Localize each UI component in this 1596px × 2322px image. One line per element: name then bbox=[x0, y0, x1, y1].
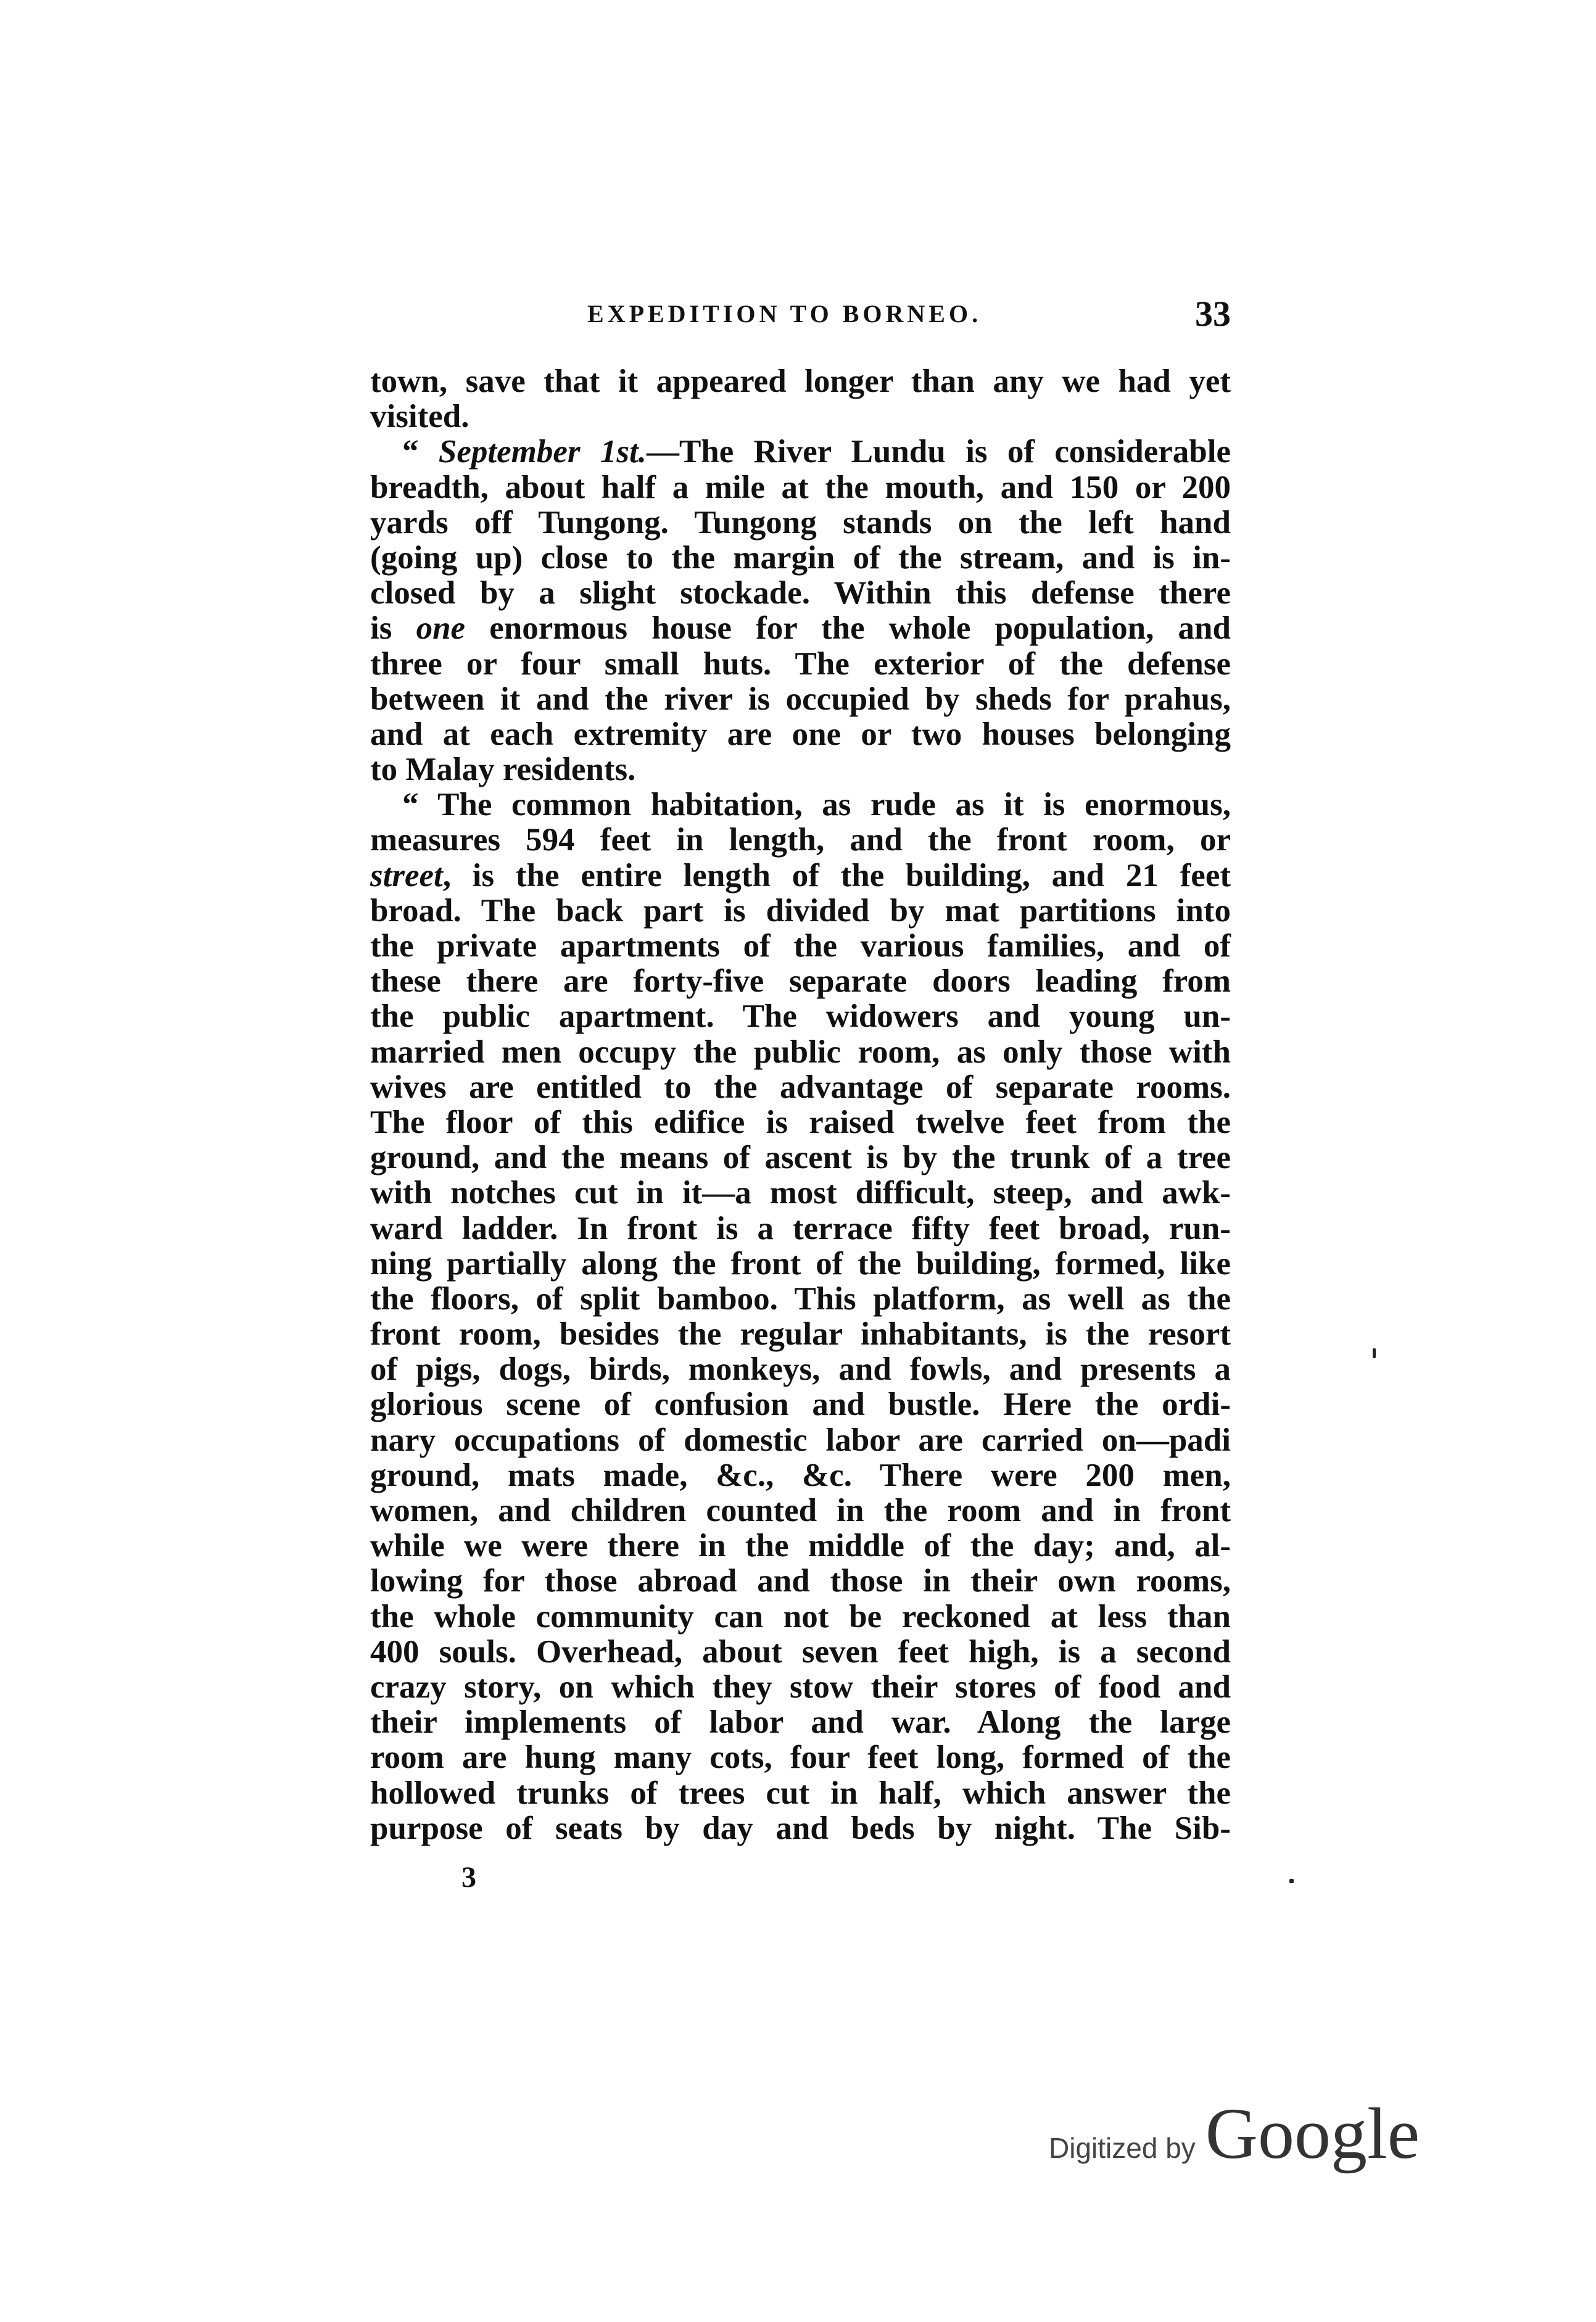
italic-word: street bbox=[370, 857, 443, 894]
text-line bbox=[370, 858, 1231, 894]
scan-speck bbox=[1373, 1348, 1376, 1358]
text-line: ward ladder. In front is a terrace fifty feet broad, run- bbox=[370, 1210, 1231, 1246]
text-line: (going up) close to the margin of the stream, and is in- bbox=[370, 539, 1231, 576]
text-line: hollowed trunks of trees cut in half, which answer the bbox=[370, 1775, 1231, 1811]
text-line bbox=[370, 611, 1231, 646]
text-line-content: street, is the entire length of the building, and 21 feet bbox=[370, 857, 1231, 894]
text-line: glorious scene of confusion and bustle. Here the ordi- bbox=[370, 1387, 1231, 1423]
running-title: EXPEDITION TO BORNEO. bbox=[587, 300, 982, 328]
text-line: the private apartments of the various families, and of bbox=[370, 928, 1231, 964]
text-line: to Malay residents. bbox=[370, 752, 636, 788]
text-line: breadth, about half a mile at the mouth, and 150 or 200 bbox=[370, 469, 1231, 505]
page-header bbox=[370, 294, 1231, 355]
text-line: women, and children counted in the room and in front bbox=[370, 1493, 1231, 1528]
text-line: “ The common habitation, as rude as it is enormous, bbox=[402, 787, 1231, 823]
text-line: front room, besides the regular inhabitants, is the resort bbox=[370, 1316, 1231, 1353]
text-line: married men occupy the public room, as only those with bbox=[370, 1034, 1231, 1070]
text-line: room are hung many cots, four feet long, formed of the bbox=[370, 1739, 1231, 1776]
text-line: measures 594 feet in length, and the front room, or bbox=[370, 822, 1231, 858]
text-line: closed by a slight stockade. Within this defense there bbox=[370, 575, 1231, 612]
text-line: the public apartment. The widowers and young un- bbox=[370, 998, 1231, 1035]
google-watermark bbox=[1049, 2092, 1420, 2176]
text-line: purpose of seats by day and beds by night. The Sib- bbox=[370, 1810, 1231, 1846]
text-line: ground, mats made, &c., &c. There were 200 men, bbox=[370, 1457, 1231, 1493]
text-line: ning partially along the front of the building, formed, like bbox=[370, 1245, 1231, 1282]
page-number: 33 bbox=[1195, 294, 1231, 334]
text-line: their implements of labor and war. Along the large bbox=[370, 1704, 1231, 1741]
google-logo: Google bbox=[1205, 2093, 1420, 2174]
watermark-prefix: Digitized by bbox=[1049, 2132, 1196, 2164]
text-line: of pigs, dogs, birds, monkeys, and fowls, and presents a bbox=[370, 1351, 1231, 1388]
text-line: broad. The back part is divided by mat partitions into bbox=[370, 892, 1231, 929]
text-line: visited. bbox=[370, 399, 469, 435]
text-line: the whole community can not be reckoned at less than bbox=[370, 1598, 1231, 1635]
italic-word: one bbox=[416, 610, 466, 647]
text-line: three or four small huts. The exterior of the defense bbox=[370, 645, 1231, 682]
body-text bbox=[370, 364, 1231, 1846]
text-line: yards off Tungong. Tungong stands on the left hand bbox=[370, 504, 1231, 541]
scan-speck bbox=[1289, 1879, 1294, 1883]
text-line: 400 souls. Overhead, about seven feet high, is a second bbox=[370, 1633, 1231, 1670]
text-line-content: is one enormous house for the whole population, and bbox=[370, 610, 1231, 647]
text-line-content: “ September 1st.—The River Lundu is of considerable bbox=[402, 434, 1231, 470]
text-line: while we were there in the middle of the day; and, al- bbox=[370, 1528, 1231, 1564]
text-line: nary occupations of domestic labor are carried on—padi bbox=[370, 1422, 1231, 1458]
text-line: The floor of this edifice is raised twelve feet from the bbox=[370, 1104, 1231, 1140]
text-line: with notches cut in it—a most difficult, steep, and awk- bbox=[370, 1175, 1231, 1211]
signature-mark: 3 bbox=[461, 1861, 476, 1894]
text-line: these there are forty-five separate doors leading from bbox=[370, 963, 1231, 1000]
text-line: and at each extremity are one or two houses belonging bbox=[370, 716, 1231, 752]
text-line: crazy story, on which they stow their stores of food and bbox=[370, 1669, 1231, 1705]
text-line: town, save that it appeared longer than any we had yet bbox=[370, 363, 1231, 399]
text-line: lowing for those abroad and those in their own rooms, bbox=[370, 1563, 1231, 1599]
text-line: ground, and the means of ascent is by the trunk of a tree bbox=[370, 1140, 1231, 1176]
text-line bbox=[370, 434, 1231, 470]
text-line: the floors, of split bamboo. This platform, as well as the bbox=[370, 1280, 1231, 1317]
text-line: between it and the river is occupied by sheds for prahus, bbox=[370, 681, 1231, 717]
text-line: wives are entitled to the advantage of separate rooms. bbox=[370, 1069, 1231, 1105]
italic-word: September 1st. bbox=[438, 434, 647, 470]
